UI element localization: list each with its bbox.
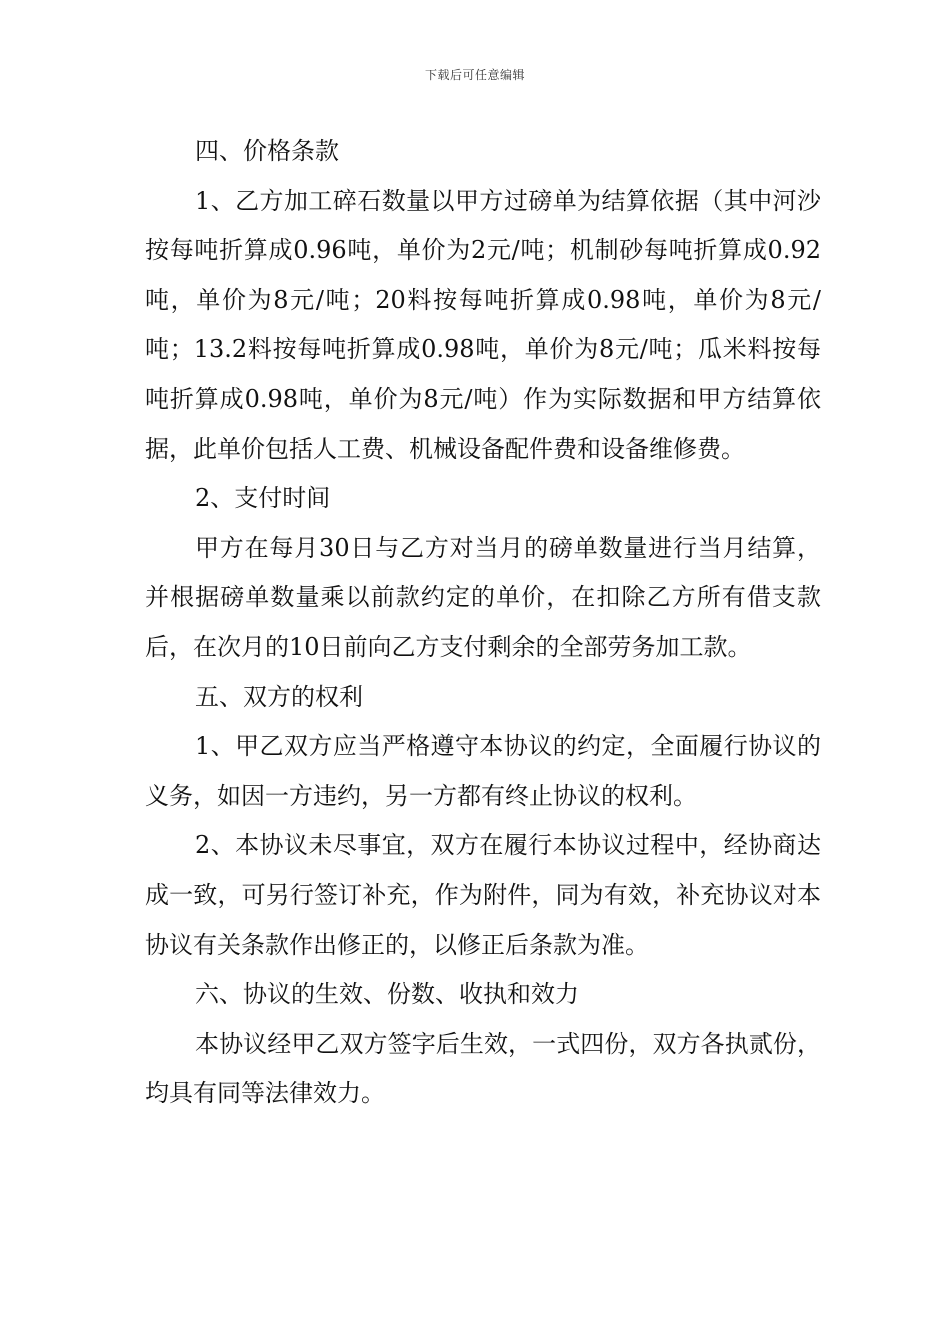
clause-rights-supplement: 2、本协议未尽事宜，双方在履行本协议过程中，经协商达成一致，可另行签订补充，作为附件，同为有效，补充协议对本协议有关条款作出修正的，以修正后条款为准。: [145, 831, 821, 959]
clause-payment-details: 甲方在每月30日与乙方对当月的磅单数量进行当月结算，并根据磅单数量乘以前款约定的单价，在扣除乙方所有借支款后，在次月的10日前向乙方支付剩余的全部劳务加工款。: [145, 533, 821, 661]
clause-effectiveness: 本协议经甲乙双方签字后生效，一式四份，双方各执贰份，均具有同等法律效力。: [145, 1029, 821, 1108]
section-heading-effectiveness: 六、协议的生效、份数、收执和效力: [195, 980, 579, 1009]
section-heading-price-terms: 四、价格条款: [195, 137, 339, 165]
clause-rights-compliance: 1、甲乙双方应当严格遵守本协议的约定，全面履行协议的义务，如因一方违约，另一方都有终止协议的权利。: [145, 732, 821, 810]
document-body: [145, 127, 821, 1119]
section-heading-rights: 五、双方的权利: [195, 682, 363, 711]
clause-settlement-basis: 1、乙方加工碎石数量以甲方过磅单为结算依据（其中河沙按每吨折算成0.96吨，单价为2元/吨；机制砂每吨折算成0.92吨，单价为8元/吨；20料按每吨折算成0.98吨，单价为8元/吨；13.2料按每吨折算成0.98吨，单价为8元/吨；瓜米料按每吨折算成0.98吨，单价为8元/吨）作为实际数据和甲方结算依据，此单价包括人工费、机械设备配件费和设备维修费。: [145, 186, 821, 463]
clause-heading-payment-time: 2、支付时间: [195, 484, 331, 513]
header-note: 下载后可任意编辑: [424, 68, 525, 82]
